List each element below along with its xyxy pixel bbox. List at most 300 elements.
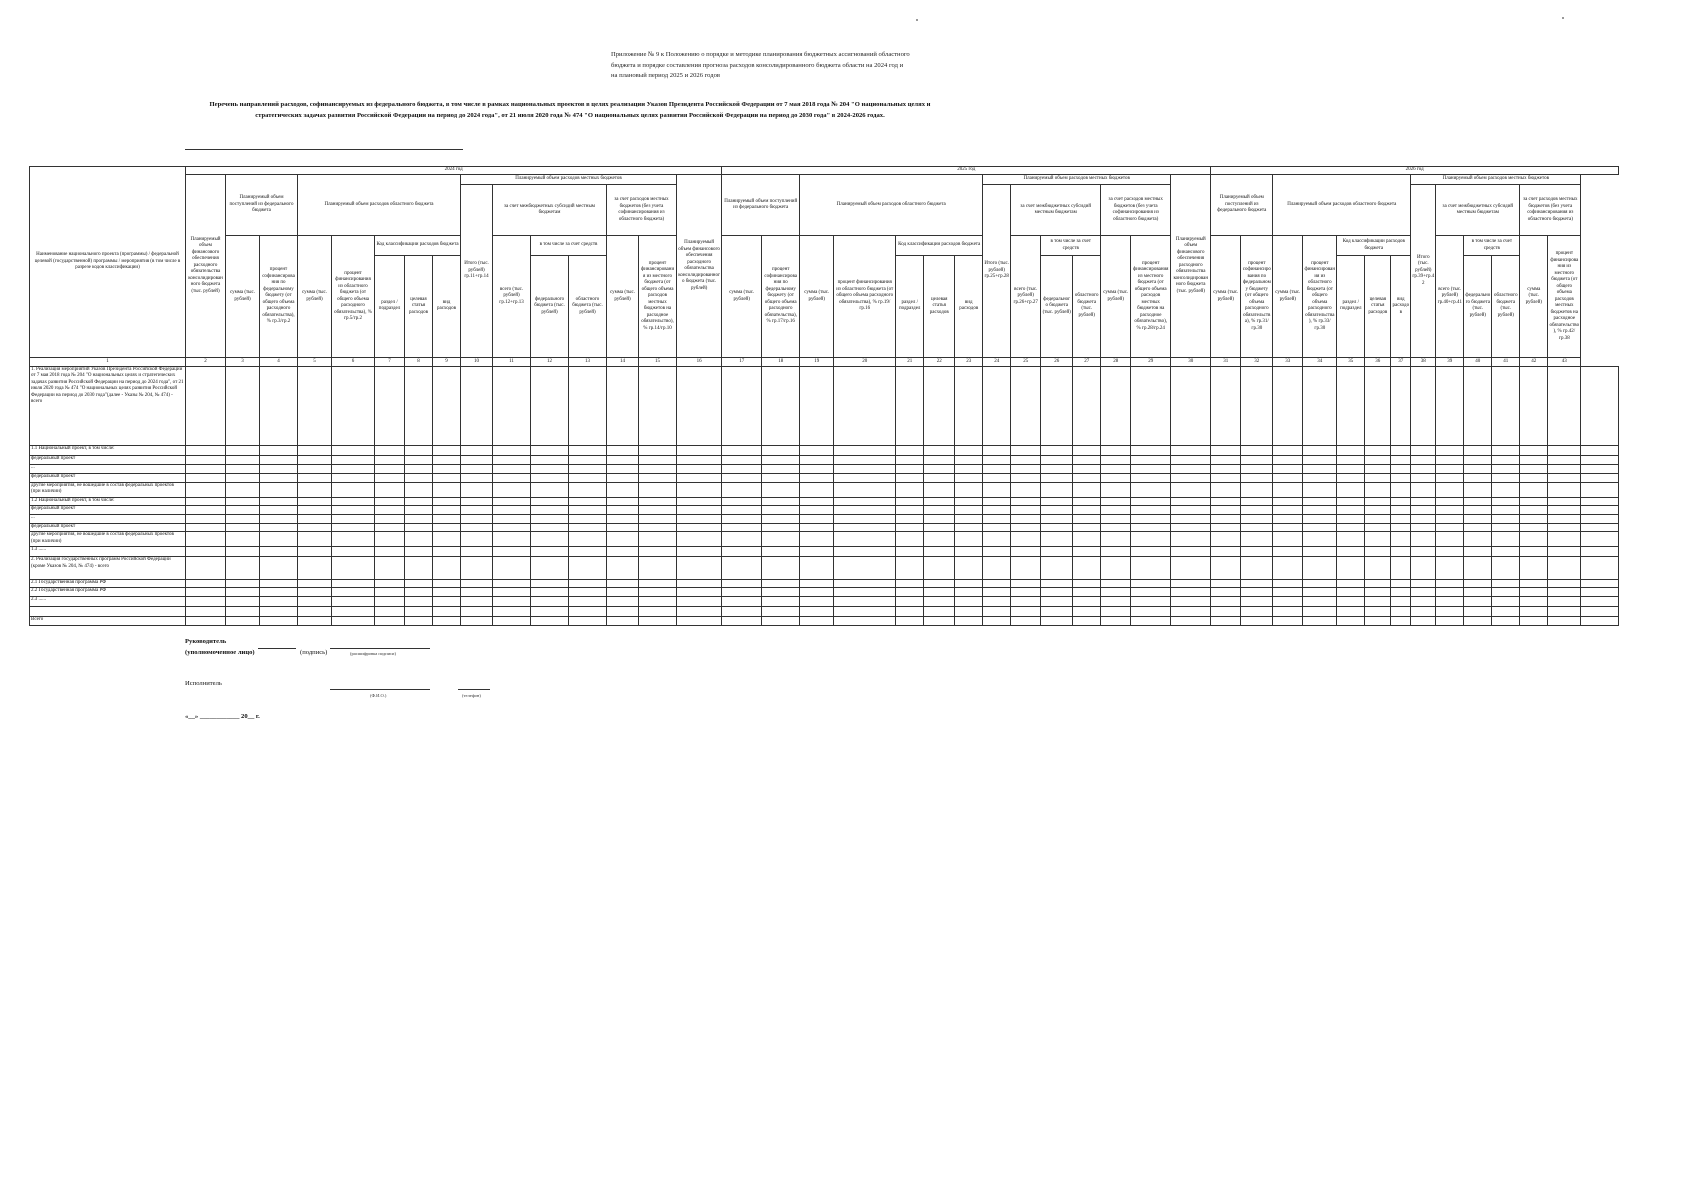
column-number: 7 (375, 357, 405, 366)
empty-cell (1436, 446, 1464, 456)
empty-cell (461, 547, 493, 557)
empty-cell (1411, 366, 1436, 446)
empty-cell (639, 474, 677, 483)
empty-cell (1464, 523, 1492, 532)
empty-cell (1211, 455, 1241, 464)
empty-cell (607, 474, 639, 483)
empty-cell (298, 455, 332, 464)
date-line: «__» ____________ 20__ г. (185, 713, 260, 720)
empty-cell (298, 366, 332, 446)
empty-cell (1101, 497, 1131, 506)
formula-note: гр.25+гр.28 (984, 274, 1009, 280)
empty-cell (1303, 515, 1337, 524)
empty-cell (1041, 547, 1073, 557)
empty-cell (433, 366, 461, 446)
empty-cell (569, 474, 607, 483)
empty-cell (1171, 606, 1211, 617)
empty-cell (1273, 464, 1303, 474)
empty-cell (298, 588, 332, 597)
empty-cell (896, 515, 924, 524)
empty-cell (1011, 579, 1041, 588)
empty-cell (639, 497, 677, 506)
empty-cell (1041, 579, 1073, 588)
empty-cell (722, 588, 762, 597)
empty-cell (260, 464, 298, 474)
all-header: всего (тыс. рублей) гр.12+гр.13 (493, 236, 531, 358)
empty-cell (1171, 532, 1211, 547)
empty-cell (569, 366, 607, 446)
empty-cell (924, 523, 955, 532)
empty-cell (1073, 523, 1101, 532)
empty-cell (1492, 446, 1520, 456)
empty-cell (639, 579, 677, 588)
empty-cell (1520, 557, 1548, 580)
empty-cell (1436, 455, 1464, 464)
empty-cell (493, 596, 531, 606)
empty-cell (1520, 617, 1548, 626)
empty-cell (1411, 464, 1436, 474)
empty-cell (639, 557, 677, 580)
fed-budget-header: федерального бюджета (тыс. рублей) (531, 255, 569, 357)
empty-cell (298, 532, 332, 547)
empty-cell (1171, 523, 1211, 532)
section-header: раздел / подраздел (1337, 255, 1365, 357)
pct-reg-header: процент финансирования из областного бюджета (от общего объема расходного обязательства), % гр.19/гр.16 (834, 236, 896, 358)
empty-cell (762, 588, 800, 597)
empty-cell (1464, 606, 1492, 617)
empty-cell (1581, 515, 1619, 524)
table-row (30, 557, 1619, 580)
empty-cell (1365, 547, 1391, 557)
empty-cell (1303, 557, 1337, 580)
table-row (30, 547, 1619, 557)
empty-cell (531, 579, 569, 588)
empty-cell (1101, 506, 1131, 515)
own-header: за счет расходов местных бюджетов (без учета софинансирования из областного бюджета) (1520, 184, 1581, 236)
head-sign-line (258, 648, 296, 649)
empty-cell (332, 506, 375, 515)
empty-cell (1391, 464, 1411, 474)
empty-cell (1101, 596, 1131, 606)
empty-cell (955, 366, 983, 446)
column-number: 31 (1211, 357, 1241, 366)
empty-cell (1581, 455, 1619, 464)
empty-cell (1492, 547, 1520, 557)
empty-cell (1365, 532, 1391, 547)
empty-cell (1337, 579, 1365, 588)
empty-cell (1303, 606, 1337, 617)
empty-cell (493, 474, 531, 483)
empty-cell (1011, 506, 1041, 515)
empty-cell (226, 482, 260, 497)
empty-cell (1337, 547, 1365, 557)
table-row (30, 366, 1619, 446)
reg-header: Планируемый объем расходов областного бюджета (800, 175, 983, 236)
empty-cell (226, 596, 260, 606)
empty-cell (607, 617, 639, 626)
column-number: 17 (722, 357, 762, 366)
empty-cell (260, 497, 298, 506)
scan-speck (916, 19, 918, 21)
empty-cell (1492, 617, 1520, 626)
empty-cell (332, 588, 375, 597)
empty-cell (1391, 366, 1411, 446)
formula-note: гр.12+гр.13 (499, 299, 524, 305)
empty-cell (1131, 464, 1171, 474)
empty-cell (1391, 588, 1411, 597)
sum-header: сумма (тыс. рублей) (800, 236, 834, 358)
empty-cell (1436, 532, 1464, 547)
empty-cell (1365, 506, 1391, 515)
empty-cell (1303, 474, 1337, 483)
empty-cell (607, 446, 639, 456)
empty-cell (639, 617, 677, 626)
empty-cell (461, 366, 493, 446)
empty-cell (924, 446, 955, 456)
empty-cell (607, 588, 639, 597)
empty-cell (1581, 617, 1619, 626)
empty-cell (1303, 617, 1337, 626)
empty-cell (1520, 506, 1548, 515)
sum-header: сумма (тыс. рублей) (1211, 236, 1241, 358)
section-header: раздел / подраздел (375, 255, 405, 357)
empty-cell (405, 497, 433, 506)
empty-cell (1520, 606, 1548, 617)
empty-cell (1073, 474, 1101, 483)
empty-cell (983, 506, 1011, 515)
empty-cell (896, 557, 924, 580)
empty-cell (1337, 474, 1365, 483)
empty-cell (461, 464, 493, 474)
empty-cell (493, 557, 531, 580)
empty-cell (1548, 506, 1581, 515)
empty-cell (1391, 557, 1411, 580)
empty-cell (896, 497, 924, 506)
empty-cell (260, 446, 298, 456)
sum-header: сумма (тыс. рублей) (1520, 236, 1548, 358)
empty-cell (834, 606, 896, 617)
empty-cell (1411, 497, 1436, 506)
empty-cell (1548, 579, 1581, 588)
total-header: Итого (тыс. рублей) гр.25+гр.28 (983, 184, 1011, 357)
empty-cell (639, 596, 677, 606)
empty-cell (1211, 606, 1241, 617)
empty-cell (186, 366, 226, 446)
empty-cell (226, 506, 260, 515)
empty-cell (800, 547, 834, 557)
sum-header: сумма (тыс. рублей) (298, 236, 332, 358)
empty-cell (1171, 497, 1211, 506)
empty-cell (1073, 366, 1101, 446)
empty-cell (1391, 497, 1411, 506)
empty-cell (800, 579, 834, 588)
empty-cell (1365, 515, 1391, 524)
empty-cell (639, 366, 677, 446)
empty-cell (762, 547, 800, 557)
empty-cell (762, 532, 800, 547)
empty-cell (1101, 579, 1131, 588)
all-header: всего (тыс. рублей) гр.26+гр.27 (1011, 236, 1041, 358)
empty-cell (1365, 474, 1391, 483)
empty-cell (1548, 497, 1581, 506)
empty-cell (1011, 547, 1041, 557)
empty-cell (607, 547, 639, 557)
reg-budget-header: областного бюджета (тыс. рублей) (1492, 255, 1520, 357)
empty-cell (762, 596, 800, 606)
empty-cell (226, 455, 260, 464)
empty-cell (1041, 455, 1073, 464)
empty-cell (226, 606, 260, 617)
empty-cell (955, 588, 983, 597)
empty-cell (1241, 515, 1273, 524)
empty-cell (722, 579, 762, 588)
empty-cell (226, 532, 260, 547)
column-number: 42 (1520, 357, 1548, 366)
empty-cell (1273, 532, 1303, 547)
empty-cell (955, 596, 983, 606)
empty-cell (896, 617, 924, 626)
empty-cell (1520, 523, 1548, 532)
empty-cell (433, 588, 461, 597)
empty-cell (433, 557, 461, 580)
empty-cell (762, 497, 800, 506)
empty-cell (1391, 523, 1411, 532)
empty-cell (1520, 532, 1548, 547)
empty-cell (1101, 464, 1131, 474)
empty-cell (1581, 464, 1619, 474)
empty-cell (1581, 557, 1619, 580)
empty-cell (1391, 446, 1411, 456)
empty-cell (722, 617, 762, 626)
empty-cell (1011, 532, 1041, 547)
empty-cell (375, 532, 405, 547)
empty-cell (433, 579, 461, 588)
empty-cell (983, 532, 1011, 547)
empty-cell (226, 515, 260, 524)
empty-cell (298, 596, 332, 606)
empty-cell (1581, 506, 1619, 515)
empty-cell (1241, 446, 1273, 456)
fed-header: Планируемый объем поступлений из федерального бюджета (226, 175, 298, 236)
empty-cell (607, 366, 639, 446)
empty-cell (639, 515, 677, 524)
empty-cell (1492, 557, 1520, 580)
empty-cell (639, 482, 677, 497)
empty-cell (332, 547, 375, 557)
empty-cell (1520, 596, 1548, 606)
empty-cell (762, 515, 800, 524)
empty-cell (1131, 506, 1171, 515)
empty-cell (260, 557, 298, 580)
name-header: Наименование национального проекта (программы) / федеральной целевой (государственной) программы / мероприятия (в том числе в разрезе кодов классификации) (30, 167, 186, 358)
empty-cell (1171, 506, 1211, 515)
empty-cell (531, 532, 569, 547)
empty-cell (1303, 532, 1337, 547)
empty-cell (433, 482, 461, 497)
empty-cell (800, 515, 834, 524)
empty-cell (834, 482, 896, 497)
empty-cell (1411, 474, 1436, 483)
empty-cell (1211, 446, 1241, 456)
empty-cell (1041, 596, 1073, 606)
empty-cell (1365, 446, 1391, 456)
empty-cell (1581, 523, 1619, 532)
empty-cell (461, 596, 493, 606)
empty-cell (1273, 579, 1303, 588)
empty-cell (1492, 464, 1520, 474)
empty-cell (433, 547, 461, 557)
row-label: ... (30, 464, 186, 474)
empty-cell (493, 446, 531, 456)
empty-cell (800, 366, 834, 446)
empty-cell (1411, 617, 1436, 626)
empty-cell (1211, 547, 1241, 557)
empty-cell (983, 557, 1011, 580)
empty-cell (639, 547, 677, 557)
empty-cell (1436, 588, 1464, 597)
empty-cell (1548, 523, 1581, 532)
empty-cell (677, 606, 722, 617)
empty-cell (677, 557, 722, 580)
empty-cell (493, 515, 531, 524)
column-number: 43 (1548, 357, 1581, 366)
empty-cell (298, 523, 332, 532)
row-label: федеральный проект (30, 455, 186, 464)
empty-cell (1548, 532, 1581, 547)
empty-cell (433, 506, 461, 515)
empty-cell (607, 464, 639, 474)
column-number: 25 (1011, 357, 1041, 366)
empty-cell (834, 474, 896, 483)
empty-cell (1131, 596, 1171, 606)
empty-cell (955, 547, 983, 557)
empty-cell (1548, 588, 1581, 597)
empty-cell (677, 464, 722, 474)
empty-cell (186, 579, 226, 588)
column-number: 27 (1073, 357, 1101, 366)
column-number: 1 (30, 357, 186, 366)
empty-cell (1391, 547, 1411, 557)
empty-cell (332, 474, 375, 483)
empty-cell (955, 446, 983, 456)
empty-cell (332, 482, 375, 497)
empty-cell (1365, 606, 1391, 617)
head-sign-caption: (подпись) (300, 649, 328, 656)
empty-cell (1131, 523, 1171, 532)
empty-cell (1273, 506, 1303, 515)
interbudget-header: за счет межбюджетных субсидий местным бюджетам (1011, 184, 1101, 236)
formula-note: гр.26+гр.27 (1013, 299, 1038, 305)
empty-cell (1273, 455, 1303, 464)
table-row (30, 532, 1619, 547)
empty-cell (569, 523, 607, 532)
empty-cell (405, 606, 433, 617)
empty-cell (834, 617, 896, 626)
empty-cell (260, 515, 298, 524)
row-label: федеральный проект (30, 506, 186, 515)
table-row (30, 474, 1619, 483)
empty-cell (834, 588, 896, 597)
empty-cell (1011, 523, 1041, 532)
empty-cell (1464, 506, 1492, 515)
empty-cell (1581, 532, 1619, 547)
empty-cell (405, 446, 433, 456)
formula-note: гр.5/гр.2 (344, 316, 362, 322)
empty-cell (955, 482, 983, 497)
empty-cell (186, 482, 226, 497)
empty-cell (1436, 497, 1464, 506)
empty-cell (924, 557, 955, 580)
empty-cell (1520, 588, 1548, 597)
empty-cell (1581, 366, 1619, 446)
fed-header: Планируемый объем поступлений из федерального бюджета (722, 175, 800, 236)
empty-cell (433, 446, 461, 456)
empty-cell (1241, 617, 1273, 626)
row-label: 2.3 ...... (30, 596, 186, 606)
empty-cell (722, 474, 762, 483)
table-row (30, 497, 1619, 506)
empty-cell (433, 474, 461, 483)
empty-cell (1211, 588, 1241, 597)
empty-cell (433, 523, 461, 532)
empty-cell (1073, 547, 1101, 557)
pct-local-header: процент финансирования из местного бюджета (от общего объема расходов местных бюджетов на расходное обязательство), % гр.42/гр.38 (1548, 236, 1581, 358)
empty-cell (493, 547, 531, 557)
column-number: 34 (1303, 357, 1337, 366)
column-number: 38 (1411, 357, 1436, 366)
empty-cell (1101, 588, 1131, 597)
empty-cell (834, 464, 896, 474)
empty-cell (1520, 497, 1548, 506)
empty-cell (677, 617, 722, 626)
empty-cell (1273, 606, 1303, 617)
empty-cell (983, 446, 1011, 456)
empty-cell (722, 366, 762, 446)
empty-cell (722, 523, 762, 532)
empty-cell (1241, 606, 1273, 617)
empty-cell (800, 523, 834, 532)
empty-cell (569, 617, 607, 626)
empty-cell (1073, 579, 1101, 588)
empty-cell (569, 482, 607, 497)
empty-cell (332, 446, 375, 456)
empty-cell (298, 506, 332, 515)
empty-cell (461, 474, 493, 483)
empty-cell (332, 455, 375, 464)
empty-cell (186, 588, 226, 597)
empty-cell (983, 596, 1011, 606)
empty-cell (1548, 366, 1581, 446)
empty-cell (1436, 596, 1464, 606)
empty-cell (800, 455, 834, 464)
empty-cell (1581, 606, 1619, 617)
empty-cell (531, 588, 569, 597)
empty-cell (1211, 557, 1241, 580)
empty-cell (1011, 446, 1041, 456)
empty-cell (1073, 606, 1101, 617)
empty-cell (375, 446, 405, 456)
empty-cell (1211, 464, 1241, 474)
empty-cell (531, 596, 569, 606)
empty-cell (1365, 579, 1391, 588)
empty-cell (983, 482, 1011, 497)
empty-cell (531, 606, 569, 617)
empty-cell (1464, 446, 1492, 456)
empty-cell (1241, 464, 1273, 474)
empty-cell (722, 532, 762, 547)
empty-cell (1436, 617, 1464, 626)
empty-cell (607, 497, 639, 506)
